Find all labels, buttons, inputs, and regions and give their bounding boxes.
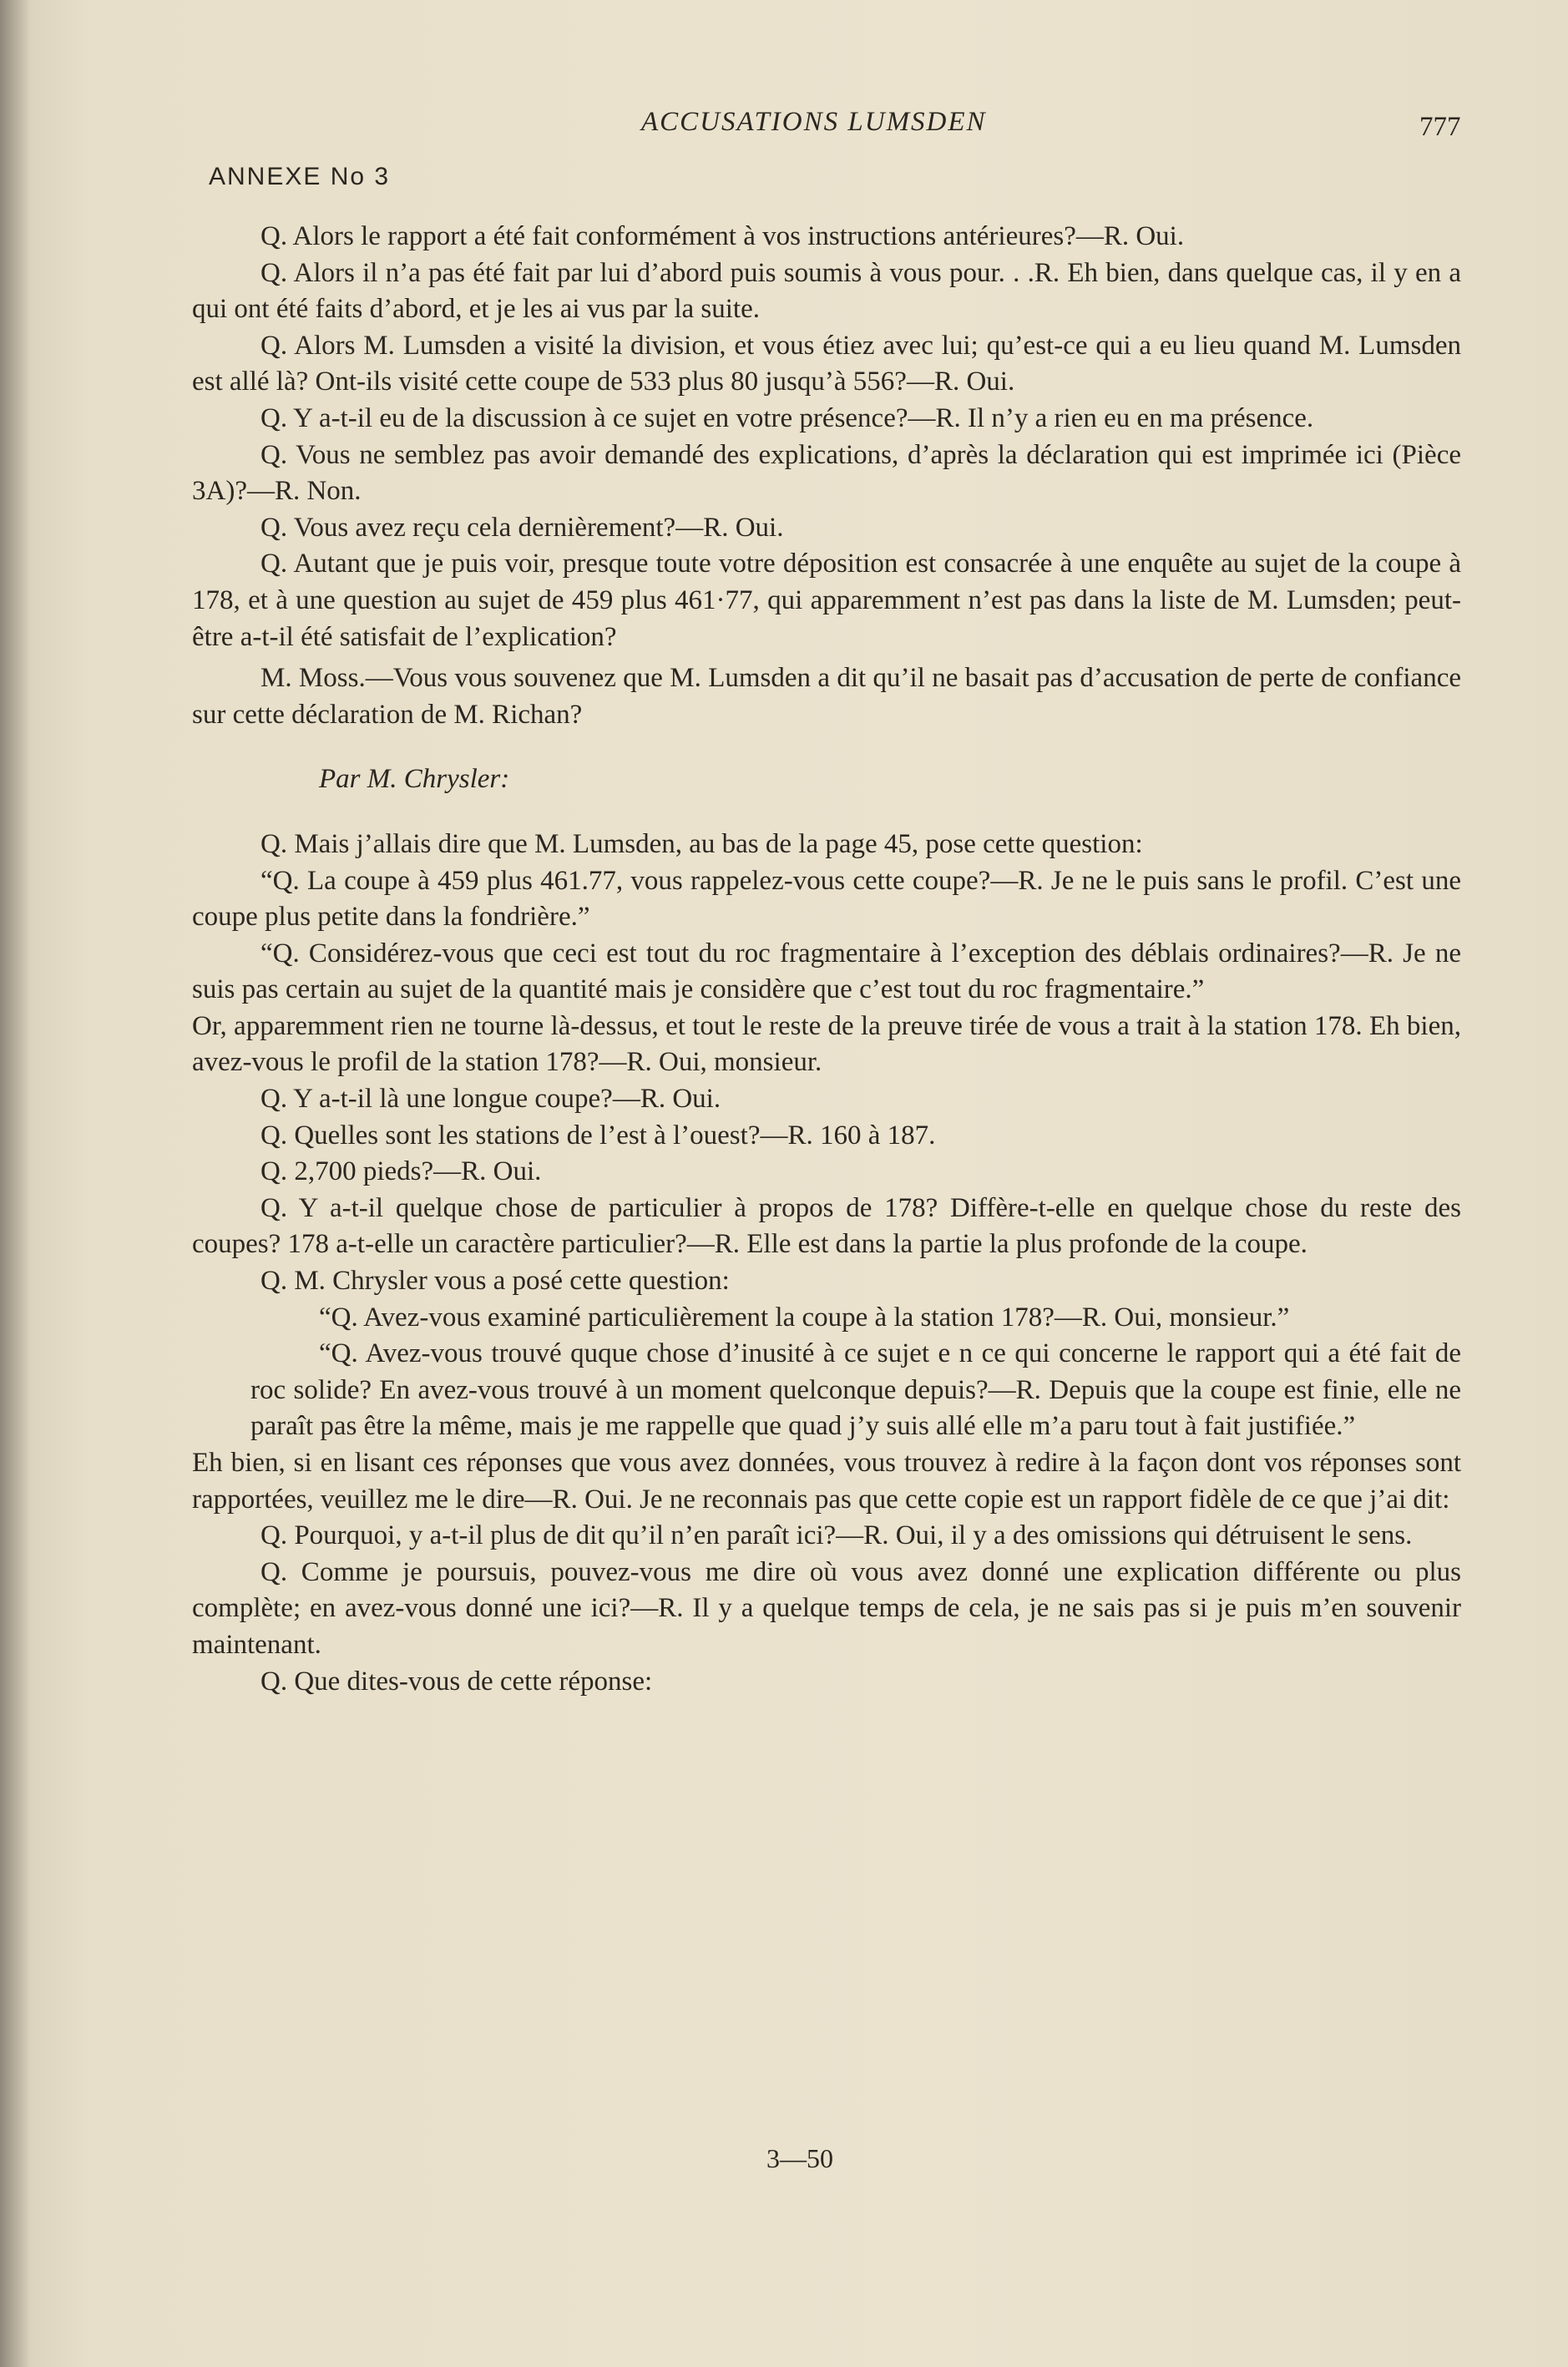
paragraph: Q. M. Chrysler vous a posé cette question:	[260, 1266, 730, 1297]
paragraph: Q. Mais j’allais dire que M. Lumsden, au bas de la page 45, pose cette question:	[260, 828, 1143, 859]
paragraph: Or, apparemment rien ne tourne là-dessus, et tout le reste de la preuve tirée de vous a trait à la station 178. Eh bien, avez-vous le profil de la station 178?—R. Oui, monsieur.	[192, 1010, 1461, 1078]
examiner-heading: Par M. Chrysler:	[319, 764, 510, 795]
paragraph: Q. Vous ne semblez pas avoir demandé des explications, d’après la déclaration qui est imprimée ici (Pièce 3A)?—R. Non.	[192, 439, 1461, 507]
paragraph: Q. Autant que je puis voir, presque toute votre déposition est consacrée à une enquête au sujet de la coupe à 178, et à une question au sujet de 459 plus 461·77, qui apparemment n’est pas dans la liste de M. Lumsden; peut-être a-t-il été satisfait de l’explication?	[192, 549, 1461, 652]
quoted-testimony: “Q. Considérez-vous que ceci est tout du roc fragmentaire à l’exception des déblais ordinaires?—R. Je ne suis pas certain au sujet de la quantité mais je considère que c’est tout du roc fragmentaire.”	[192, 938, 1461, 1005]
quoted-testimony: “Q. La coupe à 459 plus 461.77, vous rappelez-vous cette coupe?—R. Je ne le puis sans le profil. C’est une coupe plus petite dans la fondrière.”	[192, 865, 1461, 933]
paragraph: Q. Quelles sont les stations de l’est à l’ouest?—R. 160 à 187.	[260, 1120, 936, 1151]
annexe-label: ANNEXE No 3	[209, 163, 391, 190]
quoted-testimony: “Q. Avez-vous trouvé quque chose d’inusité à ce sujet e n ce qui concerne le rapport qui a été fait de roc solide? En avez-vous trouvé à un moment quelconque depuis?—R. Depuis que la coupe est finie, elle ne paraît pas être la même, mais je me rappelle que quad j’y suis allé elle m’a paru tout à fait justifiée.”	[250, 1338, 1461, 1442]
page-number: 777	[1419, 112, 1461, 142]
paragraph: Q. Que dites-vous de cette réponse:	[260, 1666, 653, 1697]
text-body	[192, 219, 1461, 1700]
paragraph: Q. Y a-t-il eu de la discussion à ce sujet en votre présence?—R. Il n’y a rien eu en ma présence.	[260, 402, 1314, 433]
paragraph: Q. Vous avez reçu cela dernièrement?—R. Oui.	[260, 512, 784, 543]
running-head	[0, 100, 1568, 150]
speaker-remark: M. Moss.—Vous vous souvenez que M. Lumsden a dit qu’il ne basait pas d’accusation de perte de confiance sur cette déclaration de M. Richan?	[192, 663, 1461, 730]
paragraph: Q. Y a-t-il là une longue coupe?—R. Oui.	[260, 1084, 721, 1115]
paragraph: Eh bien, si en lisant ces réponses que vous avez données, vous trouvez à redire à la façon dont vos réponses sont rapportées, veuillez me le dire—R. Oui. Je ne reconnais pas que cette copie est un rapport fidèle de ce que j’ai dit:	[192, 1448, 1461, 1515]
paragraph: Q. 2,700 pieds?—R. Oui.	[260, 1156, 542, 1187]
paragraph: Q. Pourquoi, y a-t-il plus de dit qu’il n’en paraît ici?—R. Oui, il y a des omissions qui détruisent le sens.	[260, 1520, 1413, 1551]
paragraph: Q. Comme je poursuis, pouvez-vous me dire où vous avez donné une explication différente ou plus complète; en avez-vous donné une ici?—R. Il y a quelque temps de cela, je ne sais pas si je puis m’en souvenir maintenant.	[192, 1556, 1461, 1660]
quoted-testimony: “Q. Avez-vous examiné particulièrement la coupe à la station 178?—R. Oui, monsieur.”	[319, 1302, 1290, 1333]
printer-signature-mark: 3—50	[766, 2143, 833, 2173]
paragraph: Q. Alors il n’a pas été fait par lui d’abord puis soumis à vous pour. . .R. Eh bien, dans quelque cas, il y en a qui ont été faits d’abord, et je les ai vus par la suite.	[192, 257, 1461, 325]
book-gutter-shadow	[0, 0, 30, 2367]
paragraph: Q. Alors M. Lumsden a visité la division, et vous étiez avec lui; qu’est-ce qui a eu lieu quand M. Lumsden est allé là? Ont-ils visité cette coupe de 533 plus 80 jusqu’à 556?—R. Oui.	[192, 330, 1461, 397]
paragraph: Q. Alors le rapport a été fait conformément à vos instructions antérieures?—R. Oui.	[260, 221, 1185, 251]
running-title: ACCUSATIONS LUMSDEN	[641, 107, 987, 137]
paragraph: Q. Y a-t-il quelque chose de particulier à propos de 178? Diffère-t-elle en quelque chose du reste des coupes? 178 a-t-elle un caractère particulier?—R. Elle est dans la partie la plus profonde de la coupe.	[192, 1192, 1461, 1260]
